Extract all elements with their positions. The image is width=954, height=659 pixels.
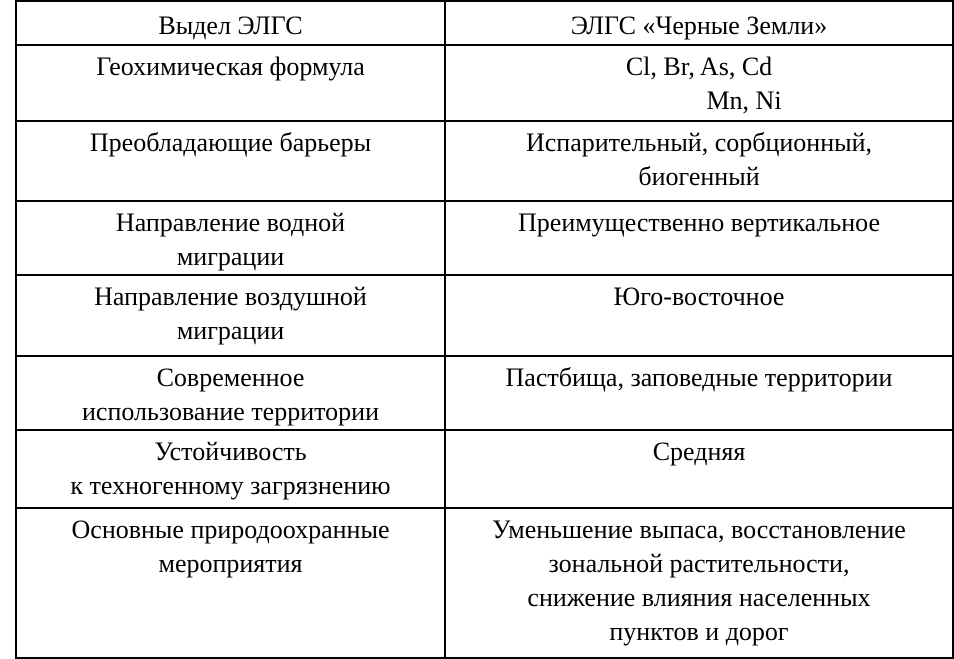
row-label-cell [16, 45, 445, 121]
row-value-text: пунктов и дорог [609, 617, 789, 646]
row-value-cell [445, 430, 953, 508]
table-row-barriers [16, 121, 953, 201]
row-label-text: Основные природоохранные [71, 515, 390, 544]
row-label-text: к техногенному загрязнению [70, 471, 391, 500]
row-label-cell [16, 430, 445, 508]
table-row-land-use [16, 356, 953, 430]
row-value-text: снижение влияния населенных [527, 583, 871, 612]
row-value-text: Mn, Ni [706, 86, 782, 115]
row-label-text: мероприятия [158, 549, 303, 578]
table-row-geochemical-formula [16, 45, 953, 121]
table-row-stability [16, 430, 953, 508]
row-value-cell [445, 121, 953, 201]
row-label-cell [16, 356, 445, 430]
row-value-cell [445, 275, 953, 356]
header-cell-col2 [445, 1, 953, 45]
elgs-table [15, 0, 954, 659]
table-row-water-migration [16, 201, 953, 275]
row-label-text: Геохимическая формула [96, 52, 365, 81]
row-label-text: миграции [176, 316, 285, 345]
row-label-text: Направление водной [115, 208, 346, 237]
row-value-text: зональной растительности, [548, 549, 850, 578]
row-value-cell [445, 508, 953, 658]
row-label-text: использование территории [82, 397, 379, 426]
row-label-cell [16, 275, 445, 356]
row-label-cell [16, 508, 445, 658]
row-label-cell [16, 201, 445, 275]
row-value-text: Пастбища, заповедные территории [505, 363, 893, 392]
row-value-text: Юго-восточное [613, 282, 785, 311]
row-label-cell [16, 121, 445, 201]
row-value-text: биогенный [638, 162, 760, 191]
row-value-cell [445, 356, 953, 430]
header-col2-text: ЭЛГС «Черные Земли» [570, 11, 828, 40]
header-col1-text: Выдел ЭЛГС [158, 11, 303, 40]
row-label-text: Направление воздушной [94, 282, 367, 311]
row-value-text: Уменьшение выпаса, восстановление [492, 515, 906, 544]
row-value-text: Преимущественно вертикальное [518, 208, 880, 237]
row-value-text: Средняя [652, 437, 746, 466]
row-value-cell [445, 201, 953, 275]
row-label-text: Современное [156, 363, 305, 392]
table-row-measures [16, 508, 953, 658]
row-label-text: Преобладающие барьеры [89, 128, 372, 157]
row-label-text: Устойчивость [154, 437, 307, 466]
row-label-text: миграции [176, 242, 285, 271]
row-value-cell [445, 45, 953, 121]
header-cell-col1 [16, 1, 445, 45]
table-row-air-migration [16, 275, 953, 356]
row-value-text: Испарительный, сорбционный, [525, 128, 873, 157]
table-header-row [16, 1, 953, 45]
row-value-text: Cl, Br, As, Cd [625, 52, 773, 81]
